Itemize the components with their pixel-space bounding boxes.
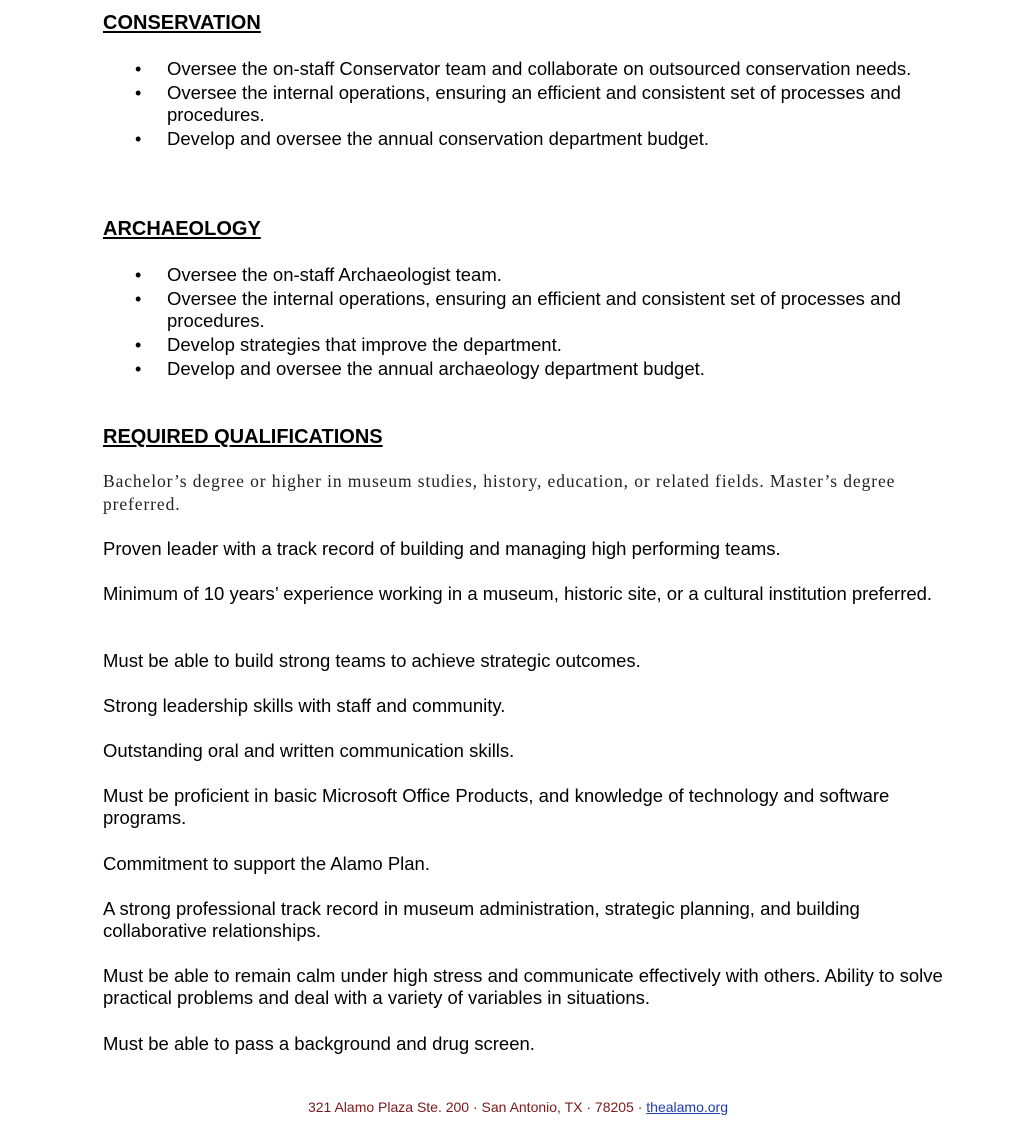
bullet-icon: •: [135, 59, 142, 79]
qualification-item: A strong professional track record in museum administration, strategic planning, and building collaborative relationships.: [103, 898, 860, 941]
website-link[interactable]: thealamo.org: [646, 1099, 728, 1115]
qualification-item: Commitment to support the Alamo Plan.: [103, 853, 430, 874]
list-item-text: Oversee the on-staff Archaeologist team.: [167, 264, 502, 285]
list-item-text: Develop strategies that improve the department.: [167, 334, 562, 355]
list-item-text: Oversee the on-staff Conservator team and collaborate on outsourced conservation needs.: [167, 58, 912, 79]
list-item-text: Develop and oversee the annual conservation department budget.: [167, 128, 710, 149]
qualification-item: Must be able to build strong teams to achieve strategic outcomes.: [103, 650, 641, 671]
qualification-item: Must be proficient in basic Microsoft Office Products, and knowledge of technology and software programs.: [103, 785, 890, 828]
list-item-text: Develop and oversee the annual archaeology department budget.: [167, 358, 705, 379]
qualification-item: Outstanding oral and written communication skills.: [103, 740, 515, 761]
bullet-icon: •: [135, 289, 142, 309]
bullet-icon: •: [135, 335, 142, 355]
conservation-list: [135, 58, 915, 152]
list-item: [135, 334, 915, 356]
list-item-text: Oversee the internal operations, ensuring an efficient and consistent set of processes and procedures.: [167, 82, 901, 125]
bullet-icon: •: [135, 83, 142, 103]
archaeology-list: [135, 264, 915, 382]
archaeology-heading: ARCHAEOLOGY: [103, 218, 261, 240]
list-item-text: Oversee the internal operations, ensuring an efficient and consistent set of processes and procedures.: [167, 288, 901, 331]
qualification-item: Strong leadership skills with staff and community.: [103, 695, 506, 716]
conservation-heading: CONSERVATION: [103, 12, 261, 34]
page-footer: [0, 1098, 1036, 1116]
list-item: [135, 58, 915, 80]
list-item: [135, 128, 915, 150]
qualification-item: Must be able to remain calm under high stress and communicate effectively with others. Ability to solve practical problems and deal with a variety of variables in situations.: [103, 965, 943, 1008]
list-item: [135, 288, 915, 332]
list-item: [135, 264, 915, 286]
qualification-item: Minimum of 10 years’ experience working in a museum, historic site, or a cultural institution preferred.: [103, 583, 933, 604]
list-item: [135, 82, 915, 126]
qualification-item: Must be able to pass a background and drug screen.: [103, 1033, 535, 1054]
bullet-icon: •: [135, 129, 142, 149]
bullet-icon: •: [135, 265, 142, 285]
qualification-item: Proven leader with a track record of building and managing high performing teams.: [103, 538, 781, 559]
qualifications-heading: REQUIRED QUALIFICATIONS: [103, 426, 383, 448]
education-requirement: Bachelor’s degree or higher in museum studies, history, education, or related fields. Master’s degree preferred.: [103, 471, 896, 514]
bullet-icon: •: [135, 359, 142, 379]
list-item: [135, 358, 915, 380]
footer-address: 321 Alamo Plaza Ste. 200 · San Antonio, TX · 78205 ·: [307, 1099, 647, 1115]
